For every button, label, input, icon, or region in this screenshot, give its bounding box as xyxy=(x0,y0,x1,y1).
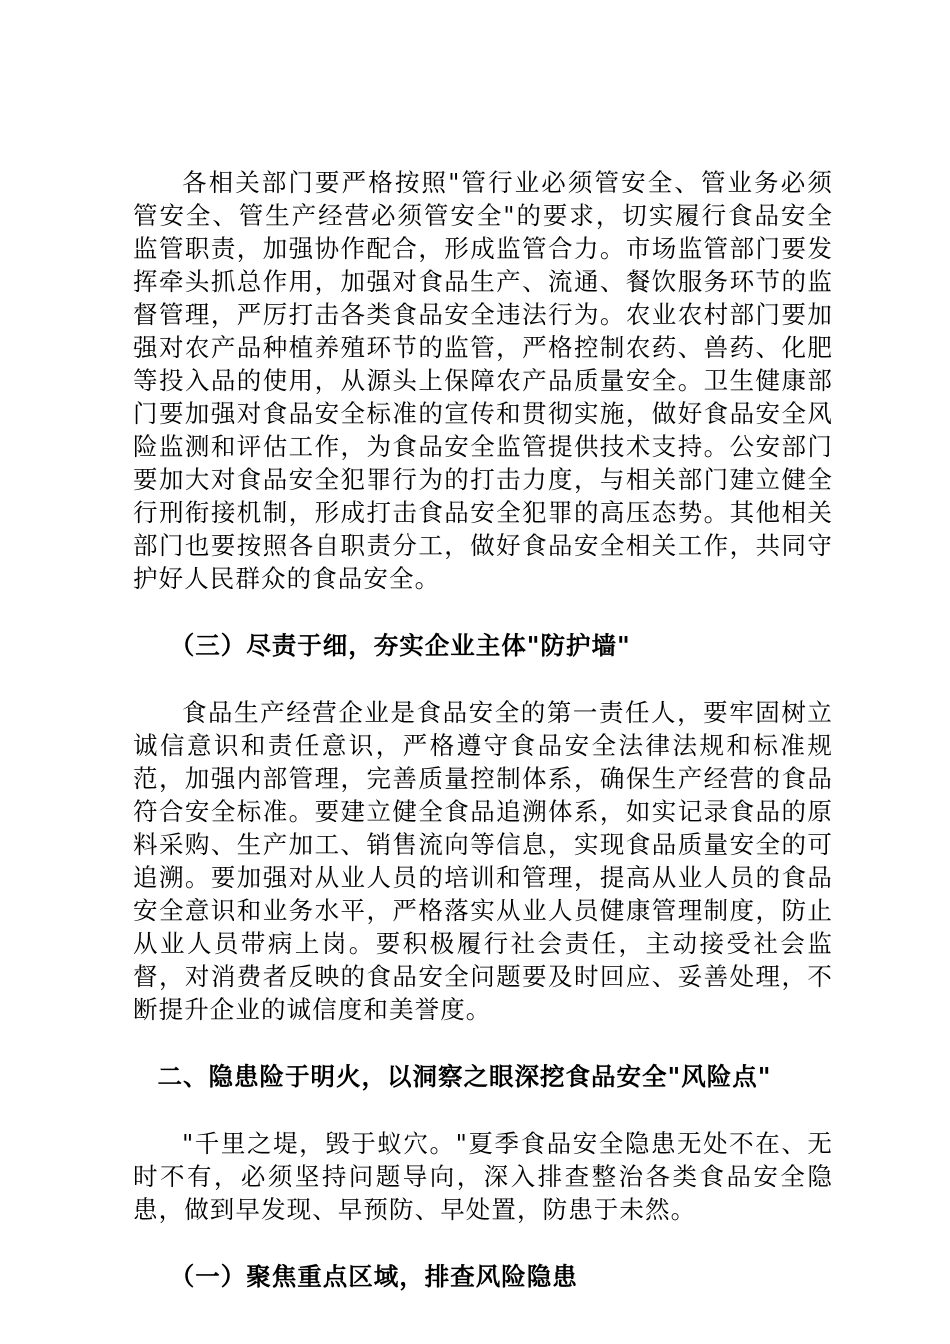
paragraph-risk-intro: "千里之堤，毁于蚁穴。"夏季食品安全隐患无处不在、无时不有，必须坚持问题导向，深入排查整治各类食品安全隐患，做到早发现、早预防、早处置，防患于未然。 xyxy=(133,1129,833,1224)
heading-risk-points: 二、隐患险于明火，以洞察之眼深挖食品安全"风险点" xyxy=(157,1062,772,1091)
spacer xyxy=(133,1226,833,1260)
spacer xyxy=(133,1093,833,1127)
heading-key-areas: （一）聚焦重点区域，排查风险隐患 xyxy=(169,1262,578,1291)
heading-enterprise-responsibility: （三）尽责于细，夯实企业主体"防护墙" xyxy=(169,631,631,660)
document-page xyxy=(133,166,833,1293)
spacer xyxy=(133,595,833,629)
spacer xyxy=(133,662,833,696)
paragraph-enterprise-duties: 食品生产经营企业是食品安全的第一责任人，要牢固树立诚信意识和责任意识，严格遵守食品安全法律法规和标准规范，加强内部管理，完善质量控制体系，确保生产经营的食品符合安全标准。要建立健全食品追溯体系，如实记录食品的原料采购、生产加工、销售流向等信息，实现食品质量安全的可追溯。要加强对从业人员的培训和管理，提高从业人员的食品安全意识和业务水平，严格落实从业人员健康管理制度，防止从业人员带病上岗。要积极履行社会责任，主动接受社会监督，对消费者反映的食品安全问题要及时回应、妥善处理，不断提升企业的诚信度和美誉度。 xyxy=(133,698,833,1024)
spacer xyxy=(133,1026,833,1060)
paragraph-department-duties: 各相关部门要严格按照"管行业必须管安全、管业务必须管安全、管生产经营必须管安全"的要求，切实履行食品安全监管职责，加强协作配合，形成监管合力。市场监管部门要发挥牵头抓总作用，加强对食品生产、流通、餐饮服务环节的监督管理，严厉打击各类食品安全违法行为。农业农村部门要加强对农产品种植养殖环节的监管，严格控制农药、兽药、化肥等投入品的使用，从源头上保障农产品质量安全。卫生健康部门要加强对食品安全标准的宣传和贯彻实施，做好食品安全风险监测和评估工作，为食品安全监管提供技术支持。公安部门要加大对食品安全犯罪行为的打击力度，与相关部门建立健全行刑衔接机制，形成打击食品安全犯罪的高压态势。其他相关部门也要按照各自职责分工，做好食品安全相关工作，共同守护好人民群众的食品安全。 xyxy=(133,168,833,593)
